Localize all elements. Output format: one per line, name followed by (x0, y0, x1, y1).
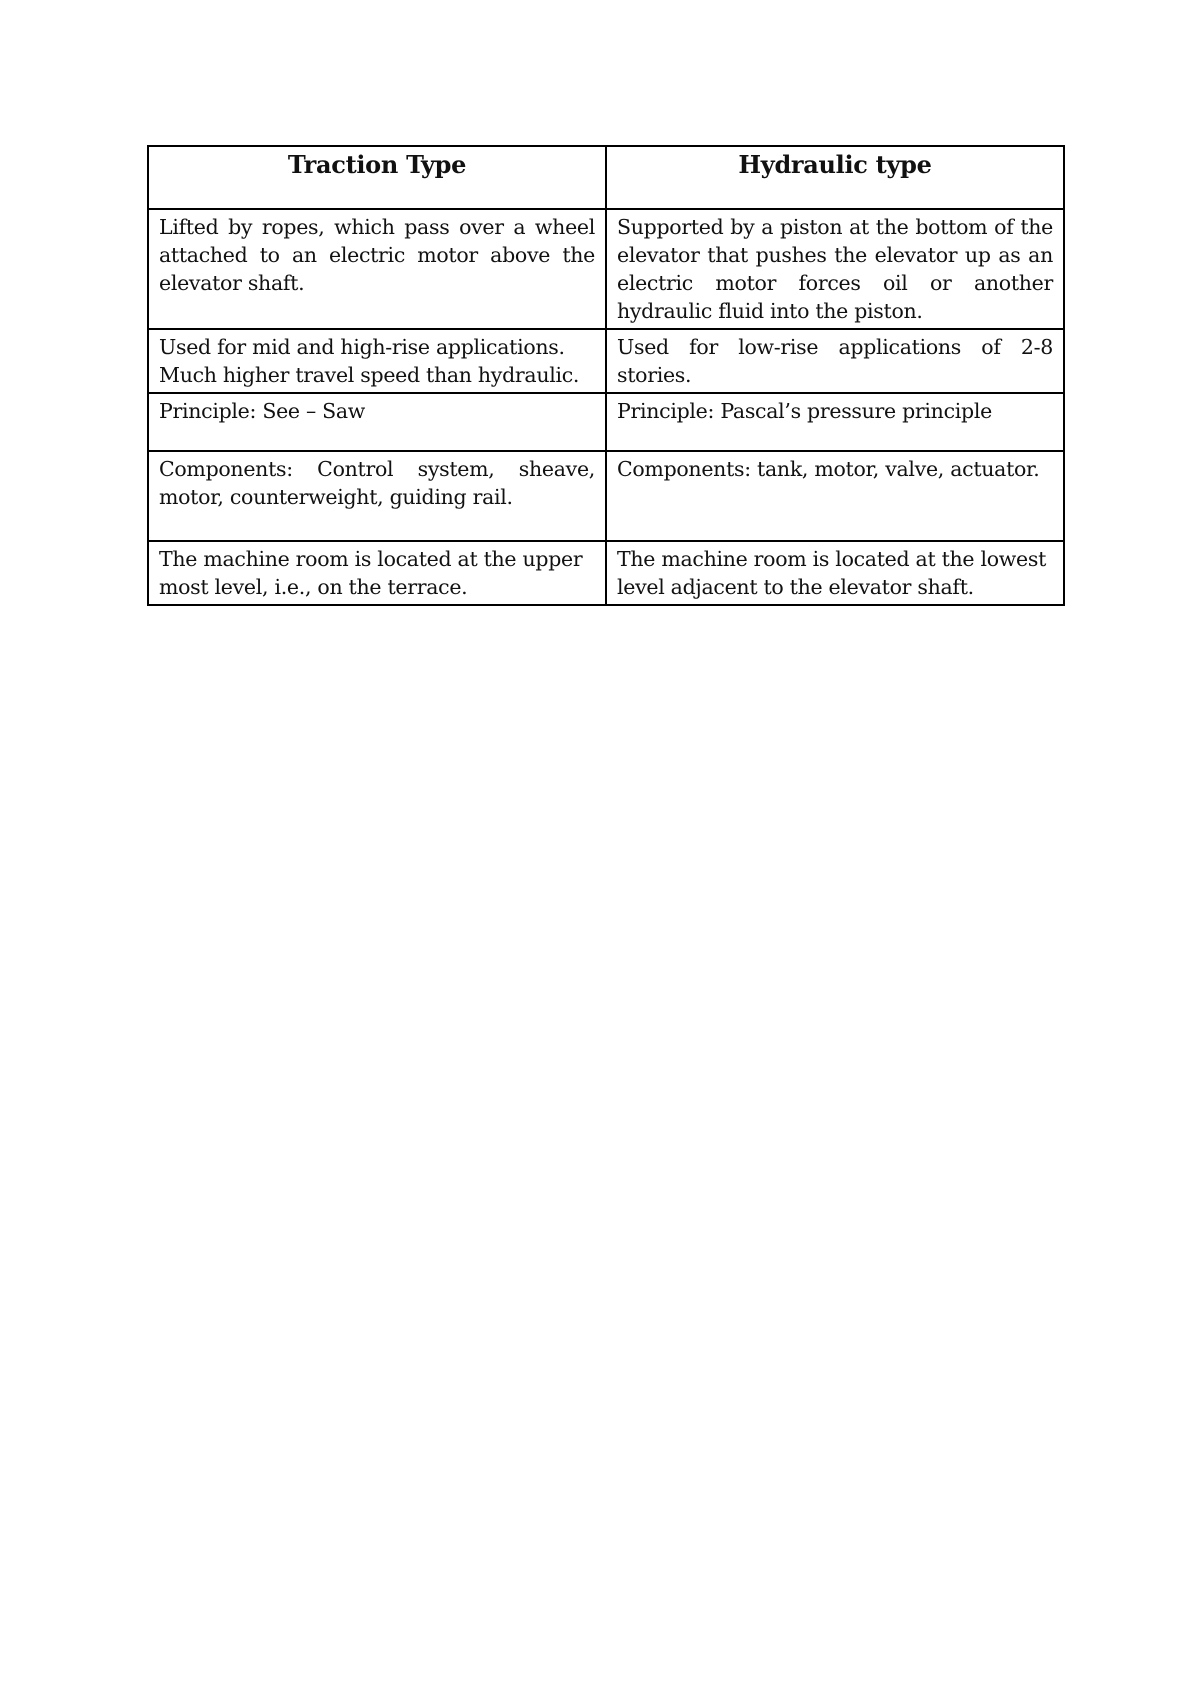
cell-traction-mechanism: Lifted by ropes, which pass over a wheel attached to an electric motor above the elevator shaft. (148, 209, 606, 329)
cell-traction-principle: Principle: See – Saw (148, 393, 606, 451)
table-row (148, 541, 1064, 605)
cell-hydraulic-machine-room: The machine room is located at the lowest level adjacent to the elevator shaft. (606, 541, 1064, 605)
cell-traction-machine-room: The machine room is located at the upper most level, i.e., on the terrace. (148, 541, 606, 605)
table-header-row (148, 146, 1064, 209)
table-row (148, 393, 1064, 451)
cell-hydraulic-applications: Used for low-rise applications of 2-8 stories. (606, 329, 1064, 393)
cell-traction-applications: Used for mid and high-rise applications. Much higher travel speed than hydraulic. (148, 329, 606, 393)
cell-hydraulic-components: Components: tank, motor, valve, actuator. (606, 451, 1064, 541)
cell-hydraulic-principle: Principle: Pascal’s pressure principle (606, 393, 1064, 451)
header-traction-type: Traction Type (148, 146, 606, 209)
header-hydraulic-type: Hydraulic type (606, 146, 1064, 209)
cell-hydraulic-mechanism: Supported by a piston at the bottom of the elevator that pushes the elevator up as an electric motor forces oil or another hydraulic fluid into the piston. (606, 209, 1064, 329)
comparison-table (147, 145, 1065, 606)
cell-traction-components: Components: Control system, sheave, motor, counterweight, guiding rail. (148, 451, 606, 541)
table-row (148, 451, 1064, 541)
table-row (148, 209, 1064, 329)
table-row (148, 329, 1064, 393)
